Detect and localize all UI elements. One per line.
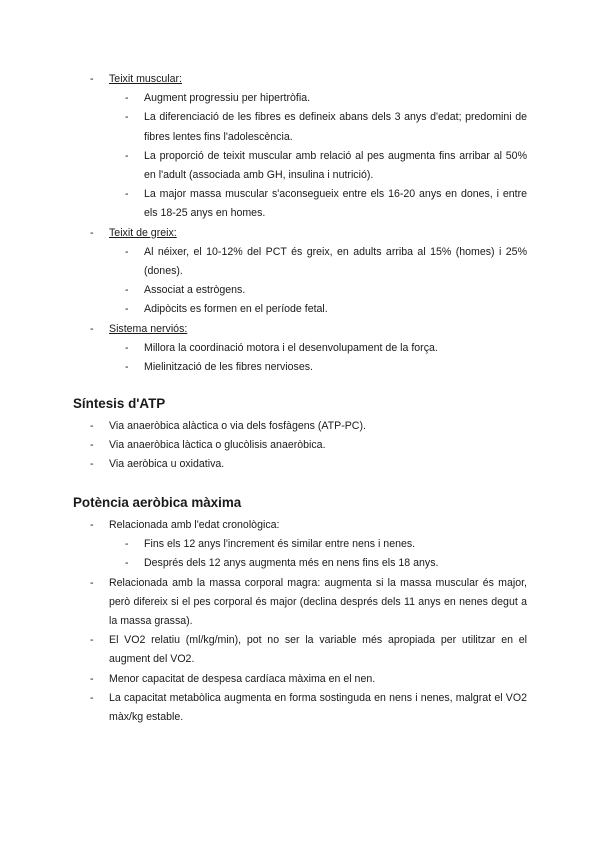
list-item-fat bbox=[109, 224, 527, 320]
section-title-atp: Síntesis d'ATP bbox=[73, 396, 166, 411]
list-item-age bbox=[109, 516, 527, 574]
age-sublist bbox=[144, 535, 527, 573]
atp-list bbox=[109, 417, 527, 475]
heading-nervous-system: Sistema nerviós: bbox=[109, 322, 188, 335]
heading-fat-tissue: Teixit de greix: bbox=[109, 226, 177, 239]
list-item: - La major massa muscular s'aconsegueix entre els 16-20 anys en dones, i entre els 18-25 anys en homes. bbox=[144, 185, 527, 223]
aerobic-power-list bbox=[109, 516, 527, 727]
development-list bbox=[109, 70, 527, 377]
list-item: - Associat a estrògens. bbox=[144, 281, 527, 300]
list-item: - El VO2 relatiu (ml/kg/min), pot no ser la variable més apropiada per utilitzar en el augment del VO2. bbox=[109, 631, 527, 669]
list-item: - Via aeròbica u oxidativa. bbox=[109, 455, 527, 474]
fat-sublist bbox=[144, 243, 527, 320]
heading-muscle-tissue: Teixit muscular: bbox=[109, 73, 182, 85]
list-item: - Menor capacitat de despesa cardíaca màxima en el nen. bbox=[109, 670, 527, 689]
list-item: - Millora la coordinació motora i el desenvolupament de la força. bbox=[144, 339, 527, 358]
list-item: - Fins els 12 anys l'increment és similar entre nens i nenes. bbox=[144, 535, 527, 554]
list-item: - Mielinització de les fibres nervioses. bbox=[144, 358, 527, 377]
list-item: - La proporció de teixit muscular amb relació al pes augmenta fins arribar al 50% en l'adult (associada amb GH, insulina i nutrició). bbox=[144, 147, 527, 185]
list-item: - La capacitat metabòlica augmenta en forma sostinguda en nens i nenes, malgrat el VO2 màx/kg estable. bbox=[109, 689, 527, 727]
list-item: - Després dels 12 anys augmenta més en nens fins els 18 anys. bbox=[144, 554, 527, 573]
list-item: - Al néixer, el 10-12% del PCT és greix, en adults arriba al 15% (homes) i 25% (dones). bbox=[144, 243, 527, 281]
list-item: - Adipòcits es formen en el període fetal. bbox=[144, 300, 527, 319]
list-item-nervous bbox=[109, 320, 527, 378]
list-item-muscle bbox=[109, 70, 527, 224]
list-item: - Relacionada amb la massa corporal magra: augmenta si la massa muscular és major, però difereix si el pes corporal és major (declina després dels 11 anys en nenes degut a la massa grassa). bbox=[109, 574, 527, 632]
nervous-sublist bbox=[144, 339, 527, 377]
muscle-sublist bbox=[144, 89, 527, 223]
section-title-aerobic-power: Potència aeròbica màxima bbox=[73, 495, 242, 510]
list-item: - Augment progressiu per hipertròfia. bbox=[144, 89, 527, 108]
list-item: - Via anaeròbica alàctica o via dels fosfàgens (ATP-PC). bbox=[109, 417, 527, 436]
list-item: - La diferenciació de les fibres es defineix abans dels 3 anys d'edat; predomini de fibres lentes fins l'adolescència. bbox=[144, 108, 527, 146]
list-item: - Via anaeròbica làctica o glucòlisis anaeròbica. bbox=[109, 436, 527, 455]
intro-text: Relacionada amb l'edat cronològica: bbox=[109, 519, 280, 531]
